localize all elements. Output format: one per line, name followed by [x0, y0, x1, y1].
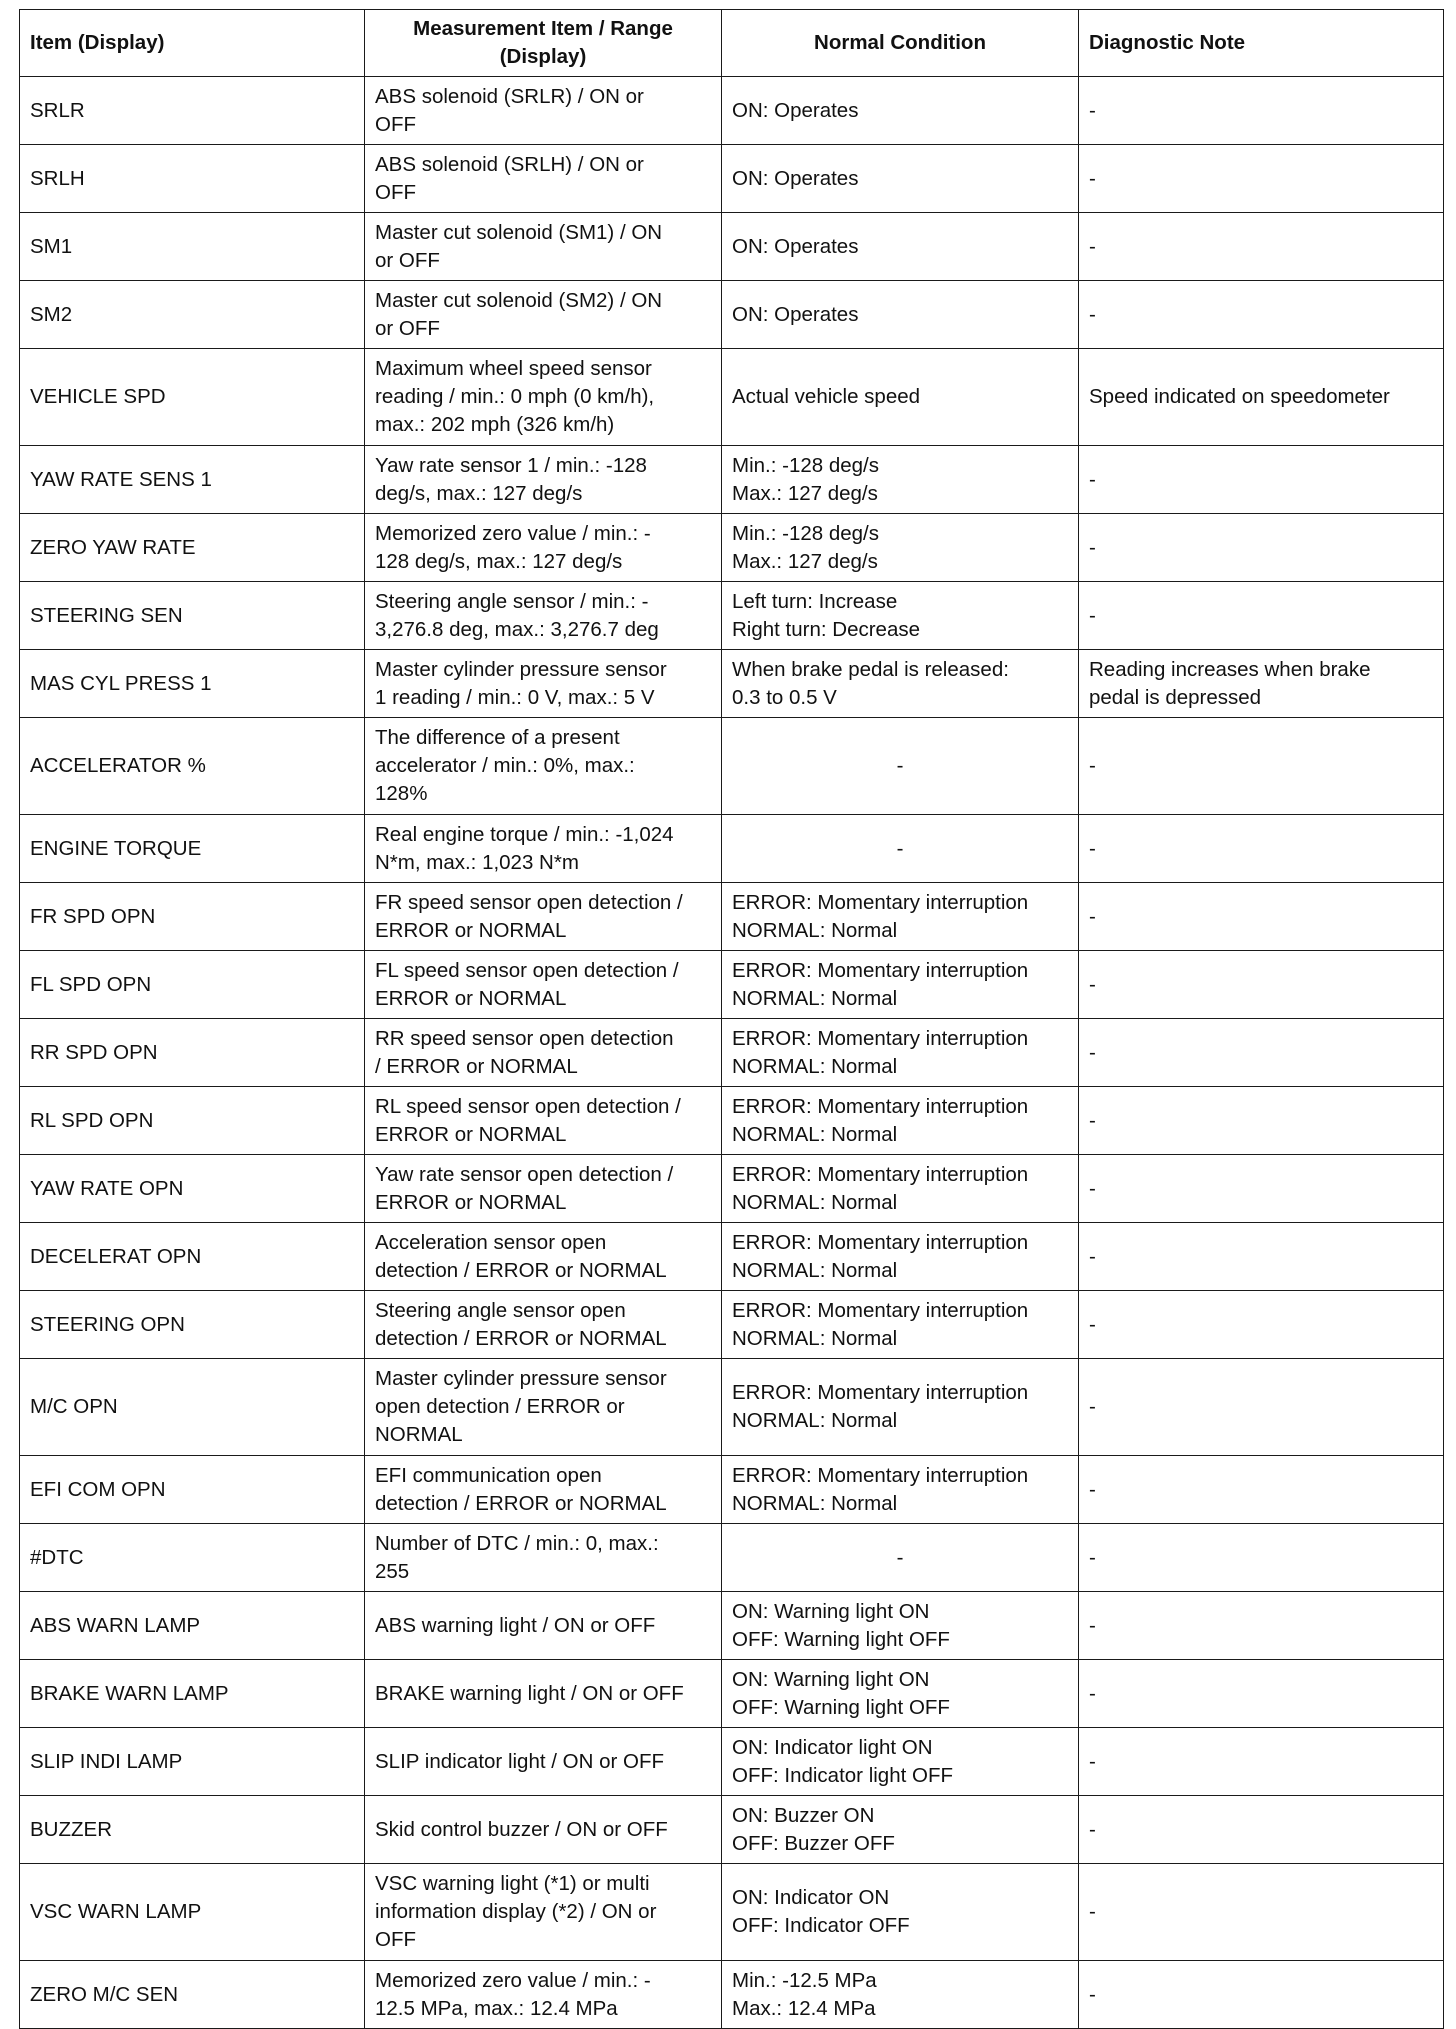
cell-measurement-range: FL speed sensor open detection / ERROR or NORMAL	[365, 951, 722, 1019]
cell-diagnostic-note: -	[1079, 1660, 1444, 1728]
table-body	[20, 77, 1444, 2029]
cell-item-display: SRLH	[20, 145, 365, 213]
cell-measurement-range: ABS solenoid (SRLR) / ON or OFF	[365, 77, 722, 145]
cell-measurement-range: Steering angle sensor open detection / ERROR or NORMAL	[365, 1291, 722, 1359]
cell-diagnostic-note: -	[1079, 1155, 1444, 1223]
cell-diagnostic-note: -	[1079, 1961, 1444, 2029]
cell-item-display: ZERO M/C SEN	[20, 1961, 365, 2029]
table-row	[20, 1864, 1444, 1961]
cell-normal-condition: -	[722, 1524, 1079, 1592]
cell-measurement-range: Yaw rate sensor open detection / ERROR or NORMAL	[365, 1155, 722, 1223]
cell-item-display: FR SPD OPN	[20, 883, 365, 951]
cell-diagnostic-note: -	[1079, 815, 1444, 883]
cell-measurement-range: The difference of a present accelerator / min.: 0%, max.: 128%	[365, 718, 722, 815]
cell-item-display: M/C OPN	[20, 1359, 365, 1456]
cell-diagnostic-note: -	[1079, 1524, 1444, 1592]
cell-item-display: SM1	[20, 213, 365, 281]
cell-item-display: STEERING SEN	[20, 582, 365, 650]
cell-normal-condition: ON: Buzzer ON OFF: Buzzer OFF	[722, 1796, 1079, 1864]
cell-diagnostic-note: -	[1079, 514, 1444, 582]
cell-diagnostic-note: -	[1079, 1223, 1444, 1291]
cell-normal-condition: Min.: -128 deg/s Max.: 127 deg/s	[722, 514, 1079, 582]
cell-normal-condition: Min.: -12.5 MPa Max.: 12.4 MPa	[722, 1961, 1079, 2029]
cell-diagnostic-note: -	[1079, 77, 1444, 145]
table-row	[20, 1592, 1444, 1660]
cell-diagnostic-note: -	[1079, 1359, 1444, 1456]
table-row	[20, 1087, 1444, 1155]
cell-measurement-range: Yaw rate sensor 1 / min.: -128 deg/s, max.: 127 deg/s	[365, 446, 722, 514]
cell-diagnostic-note: -	[1079, 951, 1444, 1019]
header-diagnostic-note: Diagnostic Note	[1079, 10, 1444, 77]
table-row	[20, 145, 1444, 213]
table-row	[20, 1796, 1444, 1864]
cell-measurement-range: Maximum wheel speed sensor reading / min.: 0 mph (0 km/h), max.: 202 mph (326 km/h)	[365, 349, 722, 446]
cell-measurement-range: EFI communication open detection / ERROR or NORMAL	[365, 1456, 722, 1524]
cell-item-display: RR SPD OPN	[20, 1019, 365, 1087]
cell-diagnostic-note: -	[1079, 446, 1444, 514]
cell-measurement-range: RL speed sensor open detection / ERROR or NORMAL	[365, 1087, 722, 1155]
table-row	[20, 1961, 1444, 2029]
header-normal-condition: Normal Condition	[722, 10, 1079, 77]
cell-normal-condition: ERROR: Momentary interruption NORMAL: Normal	[722, 1456, 1079, 1524]
cell-normal-condition: ERROR: Momentary interruption NORMAL: Normal	[722, 1155, 1079, 1223]
cell-normal-condition: ERROR: Momentary interruption NORMAL: Normal	[722, 1291, 1079, 1359]
cell-normal-condition: ON: Operates	[722, 77, 1079, 145]
table-row	[20, 951, 1444, 1019]
table-row	[20, 1728, 1444, 1796]
cell-diagnostic-note: -	[1079, 145, 1444, 213]
cell-diagnostic-note: -	[1079, 883, 1444, 951]
cell-normal-condition: ERROR: Momentary interruption NORMAL: Normal	[722, 883, 1079, 951]
cell-diagnostic-note: Reading increases when brake pedal is depressed	[1079, 650, 1444, 718]
cell-measurement-range: Acceleration sensor open detection / ERROR or NORMAL	[365, 1223, 722, 1291]
table-row	[20, 815, 1444, 883]
cell-normal-condition: -	[722, 815, 1079, 883]
table-row	[20, 514, 1444, 582]
table-row	[20, 446, 1444, 514]
cell-diagnostic-note: -	[1079, 1592, 1444, 1660]
cell-measurement-range: Master cut solenoid (SM1) / ON or OFF	[365, 213, 722, 281]
cell-normal-condition: ON: Warning light ON OFF: Warning light OFF	[722, 1660, 1079, 1728]
cell-item-display: ABS WARN LAMP	[20, 1592, 365, 1660]
cell-diagnostic-note: -	[1079, 1456, 1444, 1524]
cell-normal-condition: ERROR: Momentary interruption NORMAL: Normal	[722, 1087, 1079, 1155]
data-list-table	[19, 9, 1444, 2029]
cell-normal-condition: ERROR: Momentary interruption NORMAL: Normal	[722, 951, 1079, 1019]
cell-measurement-range: RR speed sensor open detection / ERROR or NORMAL	[365, 1019, 722, 1087]
cell-diagnostic-note: -	[1079, 1728, 1444, 1796]
cell-normal-condition: ON: Operates	[722, 145, 1079, 213]
table-row	[20, 718, 1444, 815]
cell-diagnostic-note: -	[1079, 1087, 1444, 1155]
table-row	[20, 1019, 1444, 1087]
cell-item-display: DECELERAT OPN	[20, 1223, 365, 1291]
table-row	[20, 582, 1444, 650]
cell-item-display: MAS CYL PRESS 1	[20, 650, 365, 718]
table-row	[20, 1223, 1444, 1291]
table-header-row	[20, 10, 1444, 77]
cell-normal-condition: ON: Indicator light ON OFF: Indicator light OFF	[722, 1728, 1079, 1796]
cell-normal-condition: ON: Warning light ON OFF: Warning light OFF	[722, 1592, 1079, 1660]
cell-item-display: EFI COM OPN	[20, 1456, 365, 1524]
cell-normal-condition: ON: Operates	[722, 213, 1079, 281]
cell-item-display: STEERING OPN	[20, 1291, 365, 1359]
cell-normal-condition: Actual vehicle speed	[722, 349, 1079, 446]
cell-measurement-range: Master cylinder pressure sensor open detection / ERROR or NORMAL	[365, 1359, 722, 1456]
header-item-display: Item (Display)	[20, 10, 365, 77]
cell-measurement-range: Memorized zero value / min.: - 128 deg/s, max.: 127 deg/s	[365, 514, 722, 582]
cell-measurement-range: Number of DTC / min.: 0, max.: 255	[365, 1524, 722, 1592]
table-row	[20, 1660, 1444, 1728]
cell-normal-condition: ON: Indicator ON OFF: Indicator OFF	[722, 1864, 1079, 1961]
table-row	[20, 77, 1444, 145]
cell-measurement-range: Skid control buzzer / ON or OFF	[365, 1796, 722, 1864]
cell-item-display: VEHICLE SPD	[20, 349, 365, 446]
cell-normal-condition: Min.: -128 deg/s Max.: 127 deg/s	[722, 446, 1079, 514]
cell-item-display: ENGINE TORQUE	[20, 815, 365, 883]
table-row	[20, 281, 1444, 349]
cell-measurement-range: Memorized zero value / min.: - 12.5 MPa, max.: 12.4 MPa	[365, 1961, 722, 2029]
cell-item-display: SM2	[20, 281, 365, 349]
cell-measurement-range: ABS solenoid (SRLH) / ON or OFF	[365, 145, 722, 213]
cell-item-display: VSC WARN LAMP	[20, 1864, 365, 1961]
cell-normal-condition: -	[722, 718, 1079, 815]
cell-diagnostic-note: -	[1079, 582, 1444, 650]
cell-measurement-range: Steering angle sensor / min.: - 3,276.8 deg, max.: 3,276.7 deg	[365, 582, 722, 650]
cell-item-display: RL SPD OPN	[20, 1087, 365, 1155]
cell-item-display: ZERO YAW RATE	[20, 514, 365, 582]
cell-normal-condition: ON: Operates	[722, 281, 1079, 349]
cell-measurement-range: FR speed sensor open detection / ERROR or NORMAL	[365, 883, 722, 951]
cell-item-display: BRAKE WARN LAMP	[20, 1660, 365, 1728]
cell-measurement-range: ABS warning light / ON or OFF	[365, 1592, 722, 1660]
cell-measurement-range: SLIP indicator light / ON or OFF	[365, 1728, 722, 1796]
cell-measurement-range: VSC warning light (*1) or multi information display (*2) / ON or OFF	[365, 1864, 722, 1961]
table-row	[20, 213, 1444, 281]
table-row	[20, 349, 1444, 446]
table-row	[20, 883, 1444, 951]
cell-diagnostic-note: -	[1079, 213, 1444, 281]
cell-item-display: BUZZER	[20, 1796, 365, 1864]
cell-measurement-range: Master cylinder pressure sensor 1 reading / min.: 0 V, max.: 5 V	[365, 650, 722, 718]
cell-item-display: SLIP INDI LAMP	[20, 1728, 365, 1796]
table-row	[20, 1524, 1444, 1592]
cell-diagnostic-note: -	[1079, 281, 1444, 349]
cell-item-display: SRLR	[20, 77, 365, 145]
table-row	[20, 1359, 1444, 1456]
table-row	[20, 1291, 1444, 1359]
cell-measurement-range: Master cut solenoid (SM2) / ON or OFF	[365, 281, 722, 349]
table-row	[20, 650, 1444, 718]
cell-diagnostic-note: -	[1079, 1796, 1444, 1864]
cell-normal-condition: Left turn: Increase Right turn: Decrease	[722, 582, 1079, 650]
cell-diagnostic-note: -	[1079, 1864, 1444, 1961]
cell-item-display: ACCELERATOR %	[20, 718, 365, 815]
cell-diagnostic-note: -	[1079, 1291, 1444, 1359]
cell-diagnostic-note: -	[1079, 1019, 1444, 1087]
cell-diagnostic-note: -	[1079, 718, 1444, 815]
cell-normal-condition: ERROR: Momentary interruption NORMAL: Normal	[722, 1223, 1079, 1291]
cell-measurement-range: Real engine torque / min.: -1,024 N*m, max.: 1,023 N*m	[365, 815, 722, 883]
header-measurement-range: Measurement Item / Range (Display)	[365, 10, 722, 77]
cell-normal-condition: ERROR: Momentary interruption NORMAL: Normal	[722, 1359, 1079, 1456]
cell-diagnostic-note: Speed indicated on speedometer	[1079, 349, 1444, 446]
table-row	[20, 1456, 1444, 1524]
cell-item-display: #DTC	[20, 1524, 365, 1592]
cell-item-display: FL SPD OPN	[20, 951, 365, 1019]
cell-item-display: YAW RATE OPN	[20, 1155, 365, 1223]
cell-measurement-range: BRAKE warning light / ON or OFF	[365, 1660, 722, 1728]
cell-item-display: YAW RATE SENS 1	[20, 446, 365, 514]
cell-normal-condition: When brake pedal is released: 0.3 to 0.5 V	[722, 650, 1079, 718]
table-row	[20, 1155, 1444, 1223]
cell-normal-condition: ERROR: Momentary interruption NORMAL: Normal	[722, 1019, 1079, 1087]
